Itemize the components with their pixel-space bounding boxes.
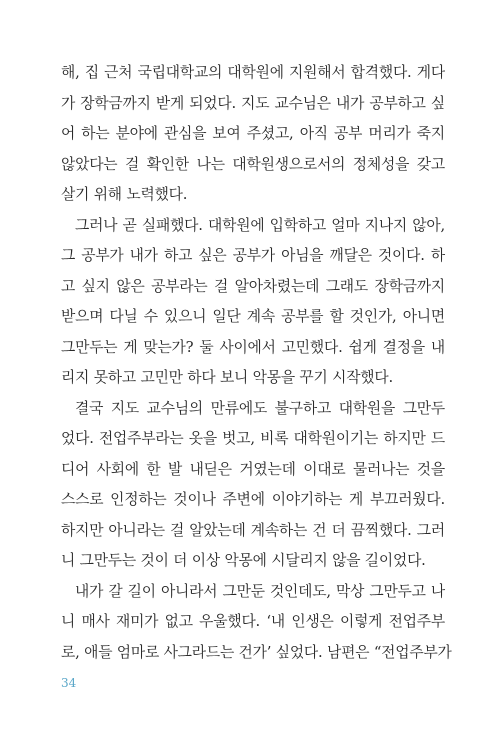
text-line: 어 하는 분야에 관심을 보여 주셨고, 아직 공부 머리가 죽지	[61, 125, 445, 142]
text-line: 었다. 전업주부라는 옷을 벗고, 비록 대학원이기는 하지만 드	[61, 430, 445, 447]
text-line: 해, 집 근처 국립대학교의 대학원에 지원해서 합격했다. 게다	[61, 64, 445, 81]
text-line: 스스로 인정하는 것이나 주변에 이야기하는 게 부끄러웠다.	[61, 491, 445, 508]
text-line: 디어 사회에 한 발 내딛은 거였는데 이대로 물러나는 것을	[61, 460, 445, 478]
text-line: 결국 지도 교수님의 만류에도 불구하고 대학원을 그만두	[75, 399, 445, 417]
paragraph-1	[61, 58, 445, 211]
paragraph-3	[61, 394, 445, 577]
text-line: 그만두는 게 맞는가? 둘 사이에서 고민했다. 쉽게 결정을 내	[61, 338, 445, 356]
text-line: 그 공부가 내가 하고 싶은 공부가 아님을 깨달은 것이다. 하	[61, 247, 445, 264]
text-line: 그러나 곧 실패했다. 대학원에 입학하고 얼마 지나지 않아,	[75, 216, 445, 234]
text-line: 하지만 아니라는 걸 알았는데 계속하는 건 더 끔찍했다. 그러	[61, 521, 445, 539]
text-line: 살기 위해 노력했다.	[61, 186, 188, 203]
text-line: 고 싶지 않은 공부라는 걸 알아차렸는데 그래도 장학금까지	[61, 277, 445, 295]
paragraph-2	[61, 211, 445, 394]
text-line: 리지 못하고 고민만 하다 보니 악몽을 꾸기 시작했다.	[61, 369, 393, 386]
page-number: 34	[61, 676, 77, 690]
text-line: 니 그만두는 것이 더 이상 악몽에 시달리지 않을 길이었다.	[61, 552, 426, 569]
document-body	[61, 58, 452, 668]
text-line: 니 매사 재미가 없고 우울했다. ‘내 인생은 이렇게 전업주부	[61, 613, 445, 630]
text-line: 가 장학금까지 받게 되었다. 지도 교수님은 내가 공부하고 싶	[61, 94, 445, 112]
text-line: 받으며 다닐 수 있으니 일단 계속 공부를 할 것인가, 아니면	[61, 308, 445, 325]
text-line: 않았다는 걸 확인한 나는 대학원생으로서의 정체성을 갖고	[61, 155, 445, 173]
text-line: 로, 애들 엄마로 사그라드는 건가’ 싶었다. 남편은 “전업주부가	[61, 643, 452, 661]
text-line: 내가 갈 길이 아니라서 그만둔 것인데도, 막상 그만두고 나	[75, 582, 445, 600]
paragraph-4	[61, 577, 452, 669]
